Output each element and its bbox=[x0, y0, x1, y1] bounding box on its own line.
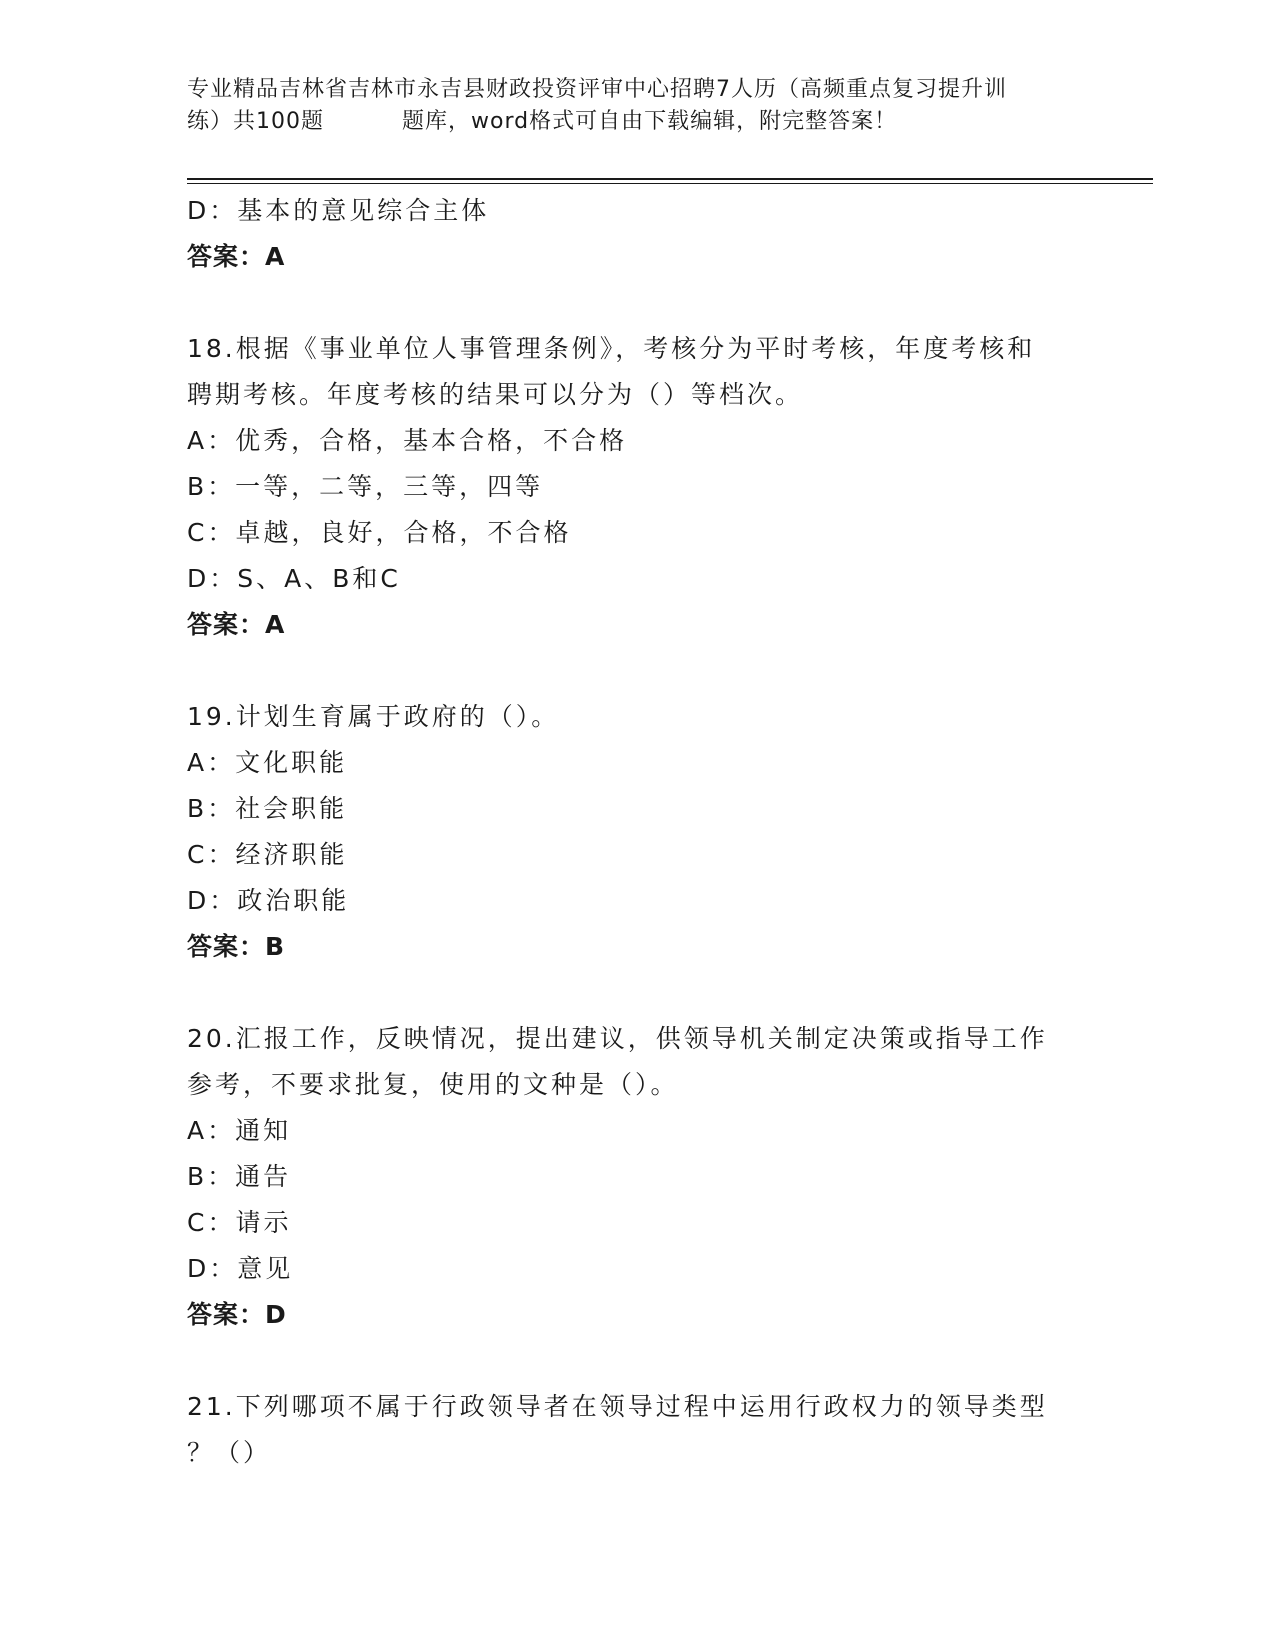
header-line-2-part-2: 题库，word格式可自由下载编辑，附完整答案！ bbox=[402, 109, 898, 134]
option-b: B：社会职能 bbox=[187, 794, 348, 823]
document-body bbox=[187, 188, 1087, 1476]
header-line-2-part-1: 练）共100题 bbox=[187, 109, 324, 134]
answer: 答案：B bbox=[187, 932, 286, 961]
prev-option-d: D：基本的意见综合主体 bbox=[187, 196, 490, 225]
prev-answer: 答案：A bbox=[187, 242, 286, 271]
header-rule-thin bbox=[187, 183, 1153, 184]
option-d: D：政治职能 bbox=[187, 886, 350, 915]
answer: 答案：D bbox=[187, 1300, 287, 1329]
question-21 bbox=[187, 1384, 1087, 1476]
option-c: C：卓越，良好，合格，不合格 bbox=[187, 518, 572, 547]
question-20 bbox=[187, 1016, 1087, 1338]
question-stem-line: 21.下列哪项不属于行政领导者在领导过程中运用行政权力的领导类型 bbox=[187, 1392, 1048, 1421]
answer: 答案：A bbox=[187, 610, 286, 639]
question-stem-line: 19.计划生育属于政府的（）。 bbox=[187, 702, 560, 731]
question-stem-line: 18.根据《事业单位人事管理条例》，考核分为平时考核，年度考核和 bbox=[187, 334, 1036, 363]
option-c: C：经济职能 bbox=[187, 840, 348, 869]
question-stem-line: ？（） bbox=[187, 1438, 272, 1467]
header-rule-thick bbox=[187, 178, 1153, 180]
option-a: A：优秀，合格，基本合格，不合格 bbox=[187, 426, 628, 455]
question-19 bbox=[187, 694, 1087, 970]
question-stem-line: 参考，不要求批复，使用的文种是（）。 bbox=[187, 1070, 679, 1099]
option-b: B：一等，二等，三等，四等 bbox=[187, 472, 544, 501]
option-d: D：S、A、B和C bbox=[187, 564, 401, 593]
question-stem-line: 20.汇报工作，反映情况，提出建议，供领导机关制定决策或指导工作 bbox=[187, 1024, 1048, 1053]
option-a: A：文化职能 bbox=[187, 748, 348, 777]
question-stem-line: 聘期考核。年度考核的结果可以分为（）等档次。 bbox=[187, 380, 804, 409]
question-18 bbox=[187, 326, 1087, 648]
option-c: C：请示 bbox=[187, 1208, 292, 1237]
option-d: D：意见 bbox=[187, 1254, 294, 1283]
page-header bbox=[187, 74, 1087, 138]
option-a: A：通知 bbox=[187, 1116, 292, 1145]
header-line-2 bbox=[187, 106, 1087, 138]
option-b: B：通告 bbox=[187, 1162, 292, 1191]
header-line-1: 专业精品吉林省吉林市永吉县财政投资评审中心招聘7人历（高频重点复习提升训 bbox=[187, 77, 1007, 102]
